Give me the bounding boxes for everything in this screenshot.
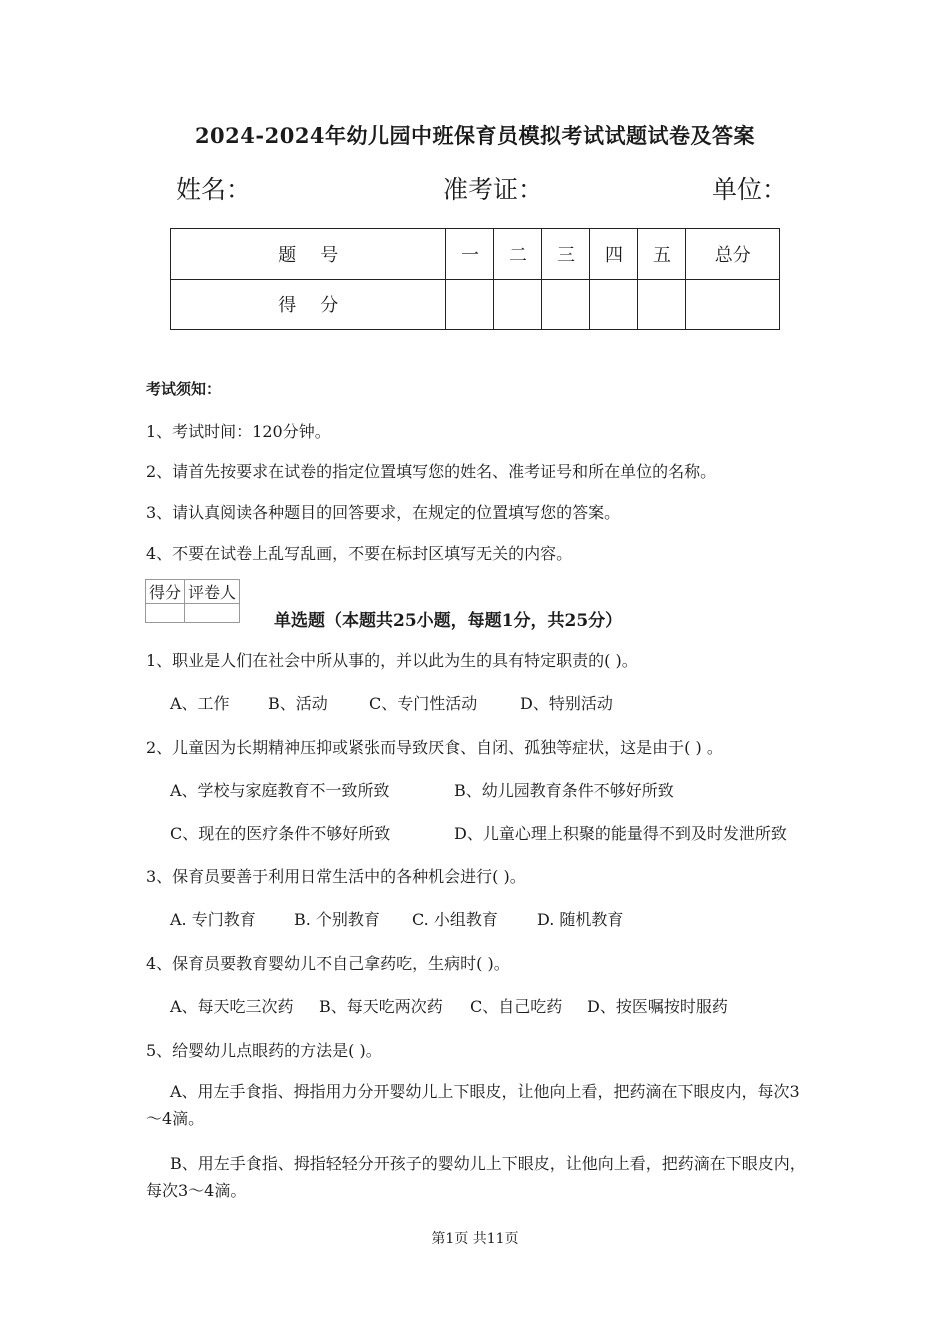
notice-heading: 考试须知：: [146, 380, 222, 398]
score-cell[interactable]: [542, 279, 590, 330]
question-stem: 4、保育员要教育婴幼儿不自己拿药吃，生病时( )。: [146, 954, 510, 973]
score-cell[interactable]: [494, 279, 542, 330]
notice-item: 3、请认真阅读各种题目的回答要求，在规定的位置填写您的答案。: [146, 503, 621, 522]
notice-item: 1、考试时间：120分钟。: [146, 422, 331, 441]
notice-item: 4、不要在试卷上乱写乱画，不要在标封区填写无关的内容。: [146, 544, 573, 563]
score-table-col-4: 四: [590, 229, 638, 280]
document-title: 2024-2024年幼儿园中班保育员模拟考试试题试卷及答案: [194, 123, 756, 148]
question-stem: 1、职业是人们在社会中所从事的，并以此为生的具有特定职责的( )。: [146, 651, 638, 670]
score-table-col-1: 一: [446, 229, 494, 280]
question-option: D、儿童心理上积聚的能量得不到及时发泄所致: [454, 824, 787, 843]
unit-field-label: 单位：: [712, 175, 788, 204]
question-option: B. 个别教育: [294, 910, 380, 929]
question-stem: 5、给婴幼儿点眼药的方法是( )。: [146, 1041, 382, 1060]
score-table-col-5: 五: [638, 229, 686, 280]
question-option: C、现在的医疗条件不够好所致: [170, 824, 391, 843]
question-option: C、专门性活动: [369, 694, 478, 713]
question-option: D. 随机教育: [537, 910, 624, 929]
score-cell[interactable]: [638, 279, 686, 330]
question-option: A、学校与家庭教育不一致所致: [170, 781, 390, 800]
grader-score-cell[interactable]: [146, 604, 185, 623]
grader-score-label: 得分: [146, 580, 185, 604]
question-option: A、工作: [170, 694, 230, 713]
question-option: A. 专门教育: [170, 910, 256, 929]
question-stem: 2、儿童因为长期精神压抑或紧张而导致厌食、自闭、孤独等症状，这是由于( ) 。: [146, 738, 723, 757]
question-option: C. 小组教育: [412, 910, 498, 929]
score-cell-total[interactable]: [686, 279, 780, 330]
notice-item: 2、请首先按要求在试卷的指定位置填写您的姓名、准考证号和所在单位的名称。: [146, 462, 717, 481]
question-stem: 3、保育员要善于利用日常生活中的各种机会进行( )。: [146, 867, 526, 886]
score-table-col-3: 三: [542, 229, 590, 280]
question-option: A、用左手食指、拇指用力分开婴幼儿上下眼皮，让他向上看，把药滴在下眼皮内，每次3～4滴。: [146, 1082, 800, 1128]
score-table-col-total: 总分: [686, 229, 780, 280]
question-option: B、用左手食指、拇指轻轻分开孩子的婴幼儿上下眼皮，让他向上看，把药滴在下眼皮内，每次3～4滴。: [146, 1154, 806, 1200]
question-option: B、幼儿园教育条件不够好所致: [454, 781, 674, 800]
exam-id-field-label: 准考证：: [443, 175, 544, 204]
score-table: [170, 228, 780, 330]
page-footer: 第1页 共11页: [431, 1231, 519, 1247]
question-option: D、特别活动: [520, 694, 613, 713]
question-option: B、活动: [268, 694, 328, 713]
score-cell[interactable]: [446, 279, 494, 330]
grader-name-cell[interactable]: [185, 604, 240, 623]
name-field-label: 姓名：: [176, 175, 252, 204]
score-table-score-row: [171, 279, 780, 330]
score-table-row-label: 得分: [171, 279, 446, 330]
question-option: D、按医嘱按时服药: [587, 997, 728, 1016]
score-table-header-row: [171, 229, 780, 280]
score-table-header-label: 题号: [171, 229, 446, 280]
score-table-col-2: 二: [494, 229, 542, 280]
section-title: 单选题（本题共25小题，每题1分，共25分）: [274, 611, 623, 631]
score-cell[interactable]: [590, 279, 638, 330]
grader-name-label: 评卷人: [185, 580, 240, 604]
question-option: B、每天吃两次药: [319, 997, 443, 1016]
question-option: A、每天吃三次药: [170, 997, 294, 1016]
grader-box: [145, 579, 240, 623]
question-option: C、自己吃药: [470, 997, 563, 1016]
